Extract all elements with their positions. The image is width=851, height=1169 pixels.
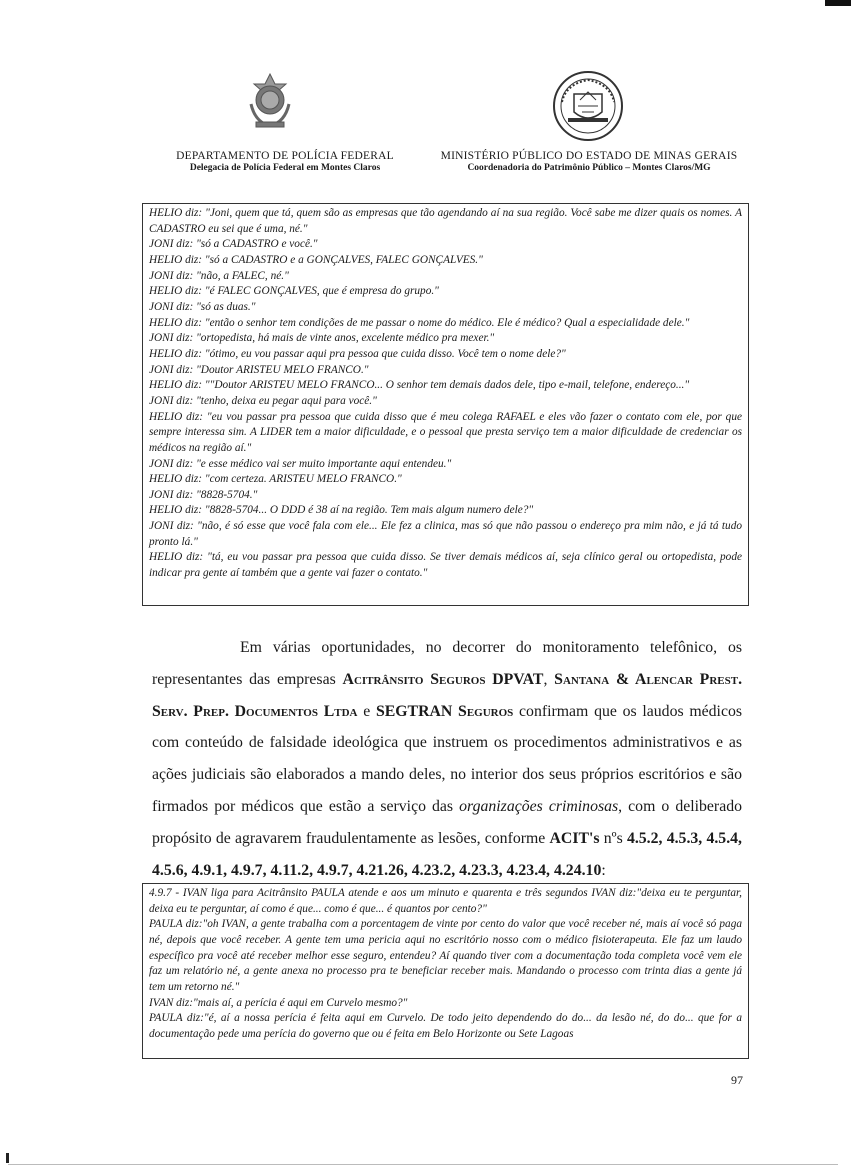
transcript-box-2 (142, 883, 749, 1059)
company-segtran: SEGTRAN Seguros (375, 702, 514, 720)
scan-bottom-mark (6, 1153, 9, 1163)
acit-numbers: 4.5.2, 4.5.3, 4.5.4, 4.5.6, 4.9.1, 4.9.7, 4.11.2, 4.9.7, 4.21.26, 4.23.2, 4.23.3, 4.23.4, 4.24.10 (152, 829, 742, 879)
company-acitransito: Acitrânsito Seguros DPVAT (342, 670, 544, 688)
transcript-line: HELIO diz: "então o senhor tem condições de me passar o nome do médico. Ele é médico? Qual a especialidade dele." (149, 316, 690, 329)
transcript-line: PAULA diz:"é, aí a nossa perícia é feita aqui em Curvelo. De todo jeito dependendo do do... da lesão né, do do... que for a documentação pede uma perícia do governo que ou é feita em Belo Horizonte ou Sete Lagoas (149, 1012, 742, 1040)
body-text-2: , (543, 670, 555, 688)
transcript-line: JONI diz: "não, é só esse que você fala com ele... Ele fez a clinica, mas só que não passou o endereço pra mim não, e já tá tudo pronto lá." (149, 520, 742, 548)
transcript-line: HELIO diz: "eu vou passar pra pessoa que cuida disso que é meu colega RAFAEL e eles vão fazer o contato com ele, por que sempre interessa sim. A LIDER tem a maior dificuldade, e o pessoal que presta serviço tem a maior dificuldade de credenciar os médicos na região aí." (149, 410, 742, 454)
transcript-line: JONI diz: "não, a FALEC, né." (149, 269, 289, 282)
transcript-line: HELIO diz: "Joni, quem que tá, quem são as empresas que tão agendando aí na sua região. Você sabe me dizer quais os nomes. A CADASTRO eu sei que é uma, né." (149, 207, 742, 235)
transcript-line: JONI diz: "Doutor ARISTEU MELO FRANCO." (149, 363, 369, 376)
page-number: 97 (731, 1073, 743, 1087)
brasao-left-icon (245, 70, 295, 132)
transcript-line: HELIO diz: "8828-5704... O DDD é 38 aí na região. Tem mais algum numero dele?" (149, 504, 534, 517)
transcript-line: JONI diz: "8828-5704." (149, 488, 258, 501)
transcript-line: JONI diz: "só a CADASTRO e você." (149, 238, 318, 251)
body-text-7: : (601, 861, 606, 879)
body-text-5: , com o deliberado propósito de agravarem fraudulentamente as lesões, conforme (152, 797, 743, 847)
header-right (428, 150, 750, 173)
transcript-line: HELIO diz: "só a CADASTRO e a GONÇALVES, FALEC GONÇALVES." (149, 253, 483, 266)
transcript-box-1 (142, 203, 749, 606)
transcript-line: HELIO diz: ""Doutor ARISTEU MELO FRANCO... O senhor tem demais dados dele, tipo e-mail, telefone, endereço..." (149, 379, 690, 392)
body-text-1: Em várias oportunidades, no decorrer do monitoramento telefônico, os representantes das empresas (152, 639, 742, 688)
term-acits: ACIT's (549, 829, 600, 847)
transcript-line: 4.9.7 - IVAN liga para Acitrânsito PAULA atende e aos um minuto e quarenta e três segundos IVAN diz:"deixa eu te perguntar, deixa eu te perguntar, aí como é que... como é que... é quantos por cento?" (149, 887, 742, 915)
header-left (155, 150, 415, 173)
company-santana-alencar: Santana & Alencar Prest. Serv. Prep. Documentos Ltda (152, 670, 743, 720)
transcript-line: IVAN diz:"mais aí, a perícia é aqui em Curvelo mesmo?" (149, 996, 408, 1009)
header-right-org: MINISTÉRIO PÚBLICO DO ESTADO DE MINAS GERAIS (440, 150, 738, 162)
mpmg-seal-icon (552, 70, 624, 142)
transcript-line: JONI diz: "só as duas." (149, 300, 256, 313)
transcript-line: HELIO diz: "ótimo, eu vou passar aqui pra pessoa que cuida disso. Você tem o nome dele?" (149, 347, 566, 360)
header-right-sub: Coordenadoria do Patrimônio Público – Montes Claros/MG (467, 163, 711, 173)
body-paragraph (152, 632, 742, 886)
body-text-4: confirmam que os laudos médicos com conteúdo de falsidade ideológica que instruem os procedimentos administrativos e as ações judiciais são elaborados a mando deles, no interior dos seus próprios escritórios e são firmados por médicos que estão a serviço das (152, 702, 743, 815)
term-organizacoes: organizações criminosas (459, 797, 619, 815)
header-left-sub: Delegacia de Polícia Federal em Montes Claros (189, 163, 381, 173)
scan-footer-line (8, 1164, 838, 1165)
transcript-line: HELIO diz: "com certeza. ARISTEU MELO FRANCO." (149, 473, 402, 486)
transcript-line: HELIO diz: "tá, eu vou passar pra pessoa que cuida disso. Se tiver demais médicos aí, seja clínico geral ou ortopedista, pode indicar pra gente aí também que a gente vai fazer o contato." (149, 551, 742, 580)
scan-corner-mark (825, 0, 851, 6)
transcript-line: JONI diz: "ortopedista, há mais de vinte anos, excelente médico pra mexer." (149, 332, 495, 345)
header-left-org: DEPARTAMENTO DE POLÍCIA FEDERAL (176, 150, 394, 162)
transcript-line: JONI diz: "e esse médico vai ser muito importante aqui entendeu." (149, 457, 452, 470)
body-text-3: e (357, 702, 376, 720)
transcript-line: JONI diz: "tenho, deixa eu pegar aqui para você." (149, 394, 377, 407)
transcript-line: PAULA diz:"oh IVAN, a gente trabalha com a porcentagem de vinte por cento do valor que você receber né, mais aí você só paga né, depois que você receber. A gente tem uma pericia aqui no escritório nosso com o médico fisioterapeuta. Ele faz um laudo específico pra você até receber melhor esse seguro, entendeu? Aí quando tiver com a documentação toda completa você vem ele faz um relatório né, a gente anexa no processo pra te beneficiar receber mais. Mandando o processo com trinta dias a gente já tem um retorno né." (149, 918, 742, 993)
transcript-line: HELIO diz: "é FALEC GONÇALVES, que é empresa do grupo." (149, 285, 439, 298)
body-text-6: nºs (599, 829, 627, 847)
